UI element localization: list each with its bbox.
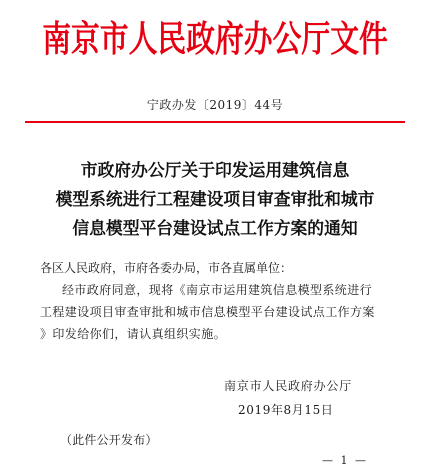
page-number: — 1 — (322, 454, 368, 467)
issue-date: 2019年8月15日 (238, 403, 334, 417)
publication-note: （此件公开发布） (60, 433, 158, 447)
notice-title-line-2: 模型系统进行工程建设项目审查审批和城市 (55, 189, 375, 209)
issuer-signature: 南京市人民政府办公厅 (224, 379, 353, 393)
body-paragraph-line-1: 经市政府同意，现将《南京市运用建筑信息模型系统进行 (62, 283, 373, 297)
body-paragraph-line-3: 》印发给你们，请认真组织实施。 (40, 327, 227, 341)
notice-title-line-3: 信息模型平台建设试点工作方案的通知 (72, 218, 358, 238)
body-paragraph-line-2: 工程建设项目审查审批和城市信息模型平台建设试点工作方案 (40, 305, 375, 319)
document-number: 宁政办发〔2019〕44号 (146, 98, 284, 112)
notice-title-line-1: 市政府办公厅关于印发运用建筑信息 (80, 160, 350, 180)
red-separator-line (25, 121, 405, 123)
red-header-title: 南京市人民政府办公厅文件 (42, 18, 388, 60)
addressee-line: 各区人民政府，市府各委办局，市各直属单位： (40, 261, 293, 275)
